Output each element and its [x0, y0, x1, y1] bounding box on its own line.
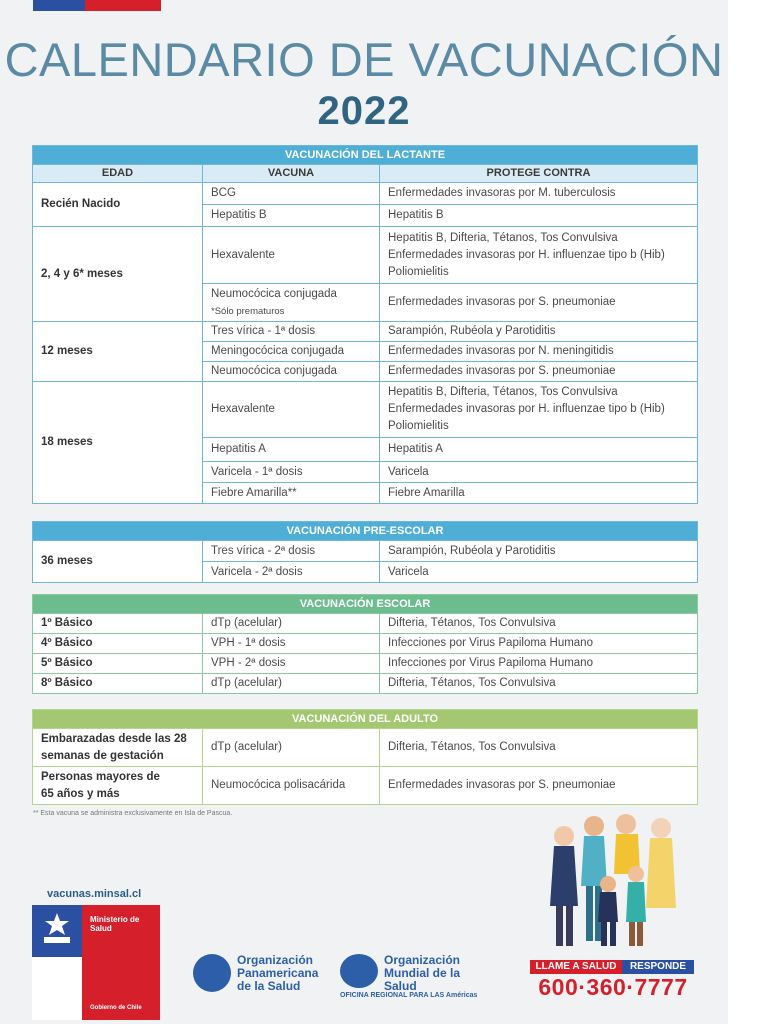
page-margin [728, 0, 768, 1024]
col-header-vacuna: VACUNA [203, 165, 380, 183]
age-cell: 5º Básico [33, 654, 203, 674]
family-illustration [536, 806, 686, 956]
website-link[interactable]: vacunas.minsal.cl [47, 888, 142, 900]
minsal-logo [32, 905, 160, 1020]
protects-line: Enfermedades invasoras por H. influenzae tipo b (Hib) [388, 403, 665, 415]
table-row [33, 614, 698, 634]
protects-cell: Varicela [380, 562, 698, 583]
oms-line: Organización [384, 953, 461, 967]
section-header-preescolar: VACUNACIÓN PRE-ESCOLAR [33, 522, 698, 541]
col-header-edad: EDAD [33, 165, 203, 183]
protects-cell: Hepatitis B [380, 205, 698, 227]
table-preescolar [32, 521, 698, 583]
ops-line: Panamericana [237, 966, 319, 980]
protects-cell: Infecciones por Virus Papiloma Humano [380, 654, 698, 674]
oms-logo [340, 952, 490, 1000]
protects-cell: Enfermedades invasoras por S. pneumoniae [380, 362, 698, 382]
protects-cell [380, 227, 698, 284]
protects-cell: Difteria, Tétanos, Tos Convulsiva [380, 729, 698, 767]
table-row [33, 227, 698, 284]
oms-subtitle: OFICINA REGIONAL PARA LAS Américas [340, 992, 478, 999]
protects-cell: Enfermedades invasoras por M. tuberculosis [380, 183, 698, 205]
vaccine-cell [203, 284, 380, 322]
age-cell: 36 meses [33, 541, 203, 583]
protects-line: Hepatitis B, Difteria, Tétanos, Tos Convulsiva [388, 231, 618, 244]
page-title: CALENDARIO DE VACUNACIÓN [4, 33, 724, 86]
who-emblem-icon [340, 954, 378, 988]
table-row [33, 183, 698, 205]
vaccine-cell: Tres vírica - 2ª dosis [203, 541, 380, 562]
page-year: 2022 [317, 89, 411, 133]
protects-cell: Enfermedades invasoras por N. meningitidis [380, 342, 698, 362]
table-adulto [32, 709, 698, 805]
vaccine-cell: Meningocócica conjugada [203, 342, 380, 362]
protects-cell: Fiebre Amarilla [380, 483, 698, 504]
protects-cell: Varicela [380, 462, 698, 483]
vaccine-cell: dTp (acelular) [203, 674, 380, 694]
table-row [33, 322, 698, 342]
vaccine-name: Neumocócica conjugada [211, 287, 337, 300]
age-line: 65 años y más [41, 787, 120, 800]
col-header-protege: PROTEGE CONTRA [380, 165, 698, 183]
age-cell: 2, 4 y 6* meses [33, 227, 203, 322]
vaccine-cell: VPH - 2ª dosis [203, 654, 380, 674]
table-row [33, 654, 698, 674]
protects-cell: Hepatitis A [380, 438, 698, 462]
vaccine-cell: Varicela - 1ª dosis [203, 462, 380, 483]
age-cell: 18 meses [33, 382, 203, 504]
vaccine-cell: Varicela - 2ª dosis [203, 562, 380, 583]
age-cell: 12 meses [33, 322, 203, 382]
vaccine-cell: dTp (acelular) [203, 614, 380, 634]
protects-cell: Enfermedades invasoras por S. pneumoniae [380, 767, 698, 805]
protects-cell: Sarampión, Rubéola y Parotiditis [380, 322, 698, 342]
section-header-lactante: VACUNACIÓN DEL LACTANTE [33, 146, 698, 165]
protects-cell [380, 382, 698, 438]
oms-line: Mundial de la Salud [384, 966, 461, 993]
protects-line: Enfermedades invasoras por H. influenzae tipo b (Hib) [388, 248, 665, 261]
protects-line: Hepatitis B, Difteria, Tétanos, Tos Convulsiva [388, 386, 618, 398]
table-row [33, 729, 698, 767]
protects-cell: Difteria, Tétanos, Tos Convulsiva [380, 674, 698, 694]
ops-line: de la Salud [237, 979, 301, 993]
vaccine-cell: Neumocócica conjugada [203, 362, 380, 382]
vaccine-cell: VPH - 1ª dosis [203, 634, 380, 654]
table-row [33, 382, 698, 438]
table-escolar [32, 594, 698, 694]
age-line: Personas mayores de [41, 770, 160, 783]
vaccine-note: *Sólo prematuros [211, 305, 285, 317]
table-row [33, 767, 698, 805]
table-row [33, 674, 698, 694]
phone-number[interactable]: 600·360·7777 [538, 974, 688, 1000]
protects-line: Poliomielitis [388, 265, 449, 278]
protects-cell: Difteria, Tétanos, Tos Convulsiva [380, 614, 698, 634]
protects-cell: Enfermedades invasoras por S. pneumoniae [380, 284, 698, 322]
vaccine-cell: Hexavalente [203, 227, 380, 284]
call-banner-left: LLAME A SALUD [530, 960, 622, 974]
table-row [33, 541, 698, 562]
age-cell [33, 729, 203, 767]
section-header-adulto: VACUNACIÓN DEL ADULTO [33, 710, 698, 729]
globe-icon [193, 954, 231, 992]
table-row [33, 634, 698, 654]
ops-logo [193, 952, 323, 996]
age-cell: Recién Nacido [33, 183, 203, 227]
vaccine-cell: Tres vírica - 1ª dosis [203, 322, 380, 342]
call-banner [530, 960, 694, 974]
ministerio-label: Ministerio de Salud [90, 915, 140, 933]
crest-icon [38, 911, 76, 947]
protects-line: Poliomielitis [388, 420, 449, 432]
age-cell [33, 767, 203, 805]
age-cell: 8º Básico [33, 674, 203, 694]
footnote: ** Esta vacuna se administra exclusivamente en Isla de Pascua. [33, 810, 233, 817]
vaccine-cell: Fiebre Amarilla** [203, 483, 380, 504]
vaccine-cell: dTp (acelular) [203, 729, 380, 767]
vaccine-cell: Hepatitis A [203, 438, 380, 462]
age-cell: 1º Básico [33, 614, 203, 634]
age-cell: 4º Básico [33, 634, 203, 654]
section-header-escolar: VACUNACIÓN ESCOLAR [33, 595, 698, 614]
call-banner-right: RESPONDE [622, 960, 694, 974]
ops-line: Organización [237, 953, 314, 967]
gobierno-label: Gobierno de Chile [90, 1005, 142, 1011]
age-line: Embarazadas desde las 28 [41, 732, 187, 745]
vaccine-cell: Hexavalente [203, 382, 380, 438]
protects-cell: Sarampión, Rubéola y Parotiditis [380, 541, 698, 562]
protects-cell: Infecciones por Virus Papiloma Humano [380, 634, 698, 654]
vaccine-cell: Neumocócica polisacárida [203, 767, 380, 805]
vaccine-cell: Hepatitis B [203, 205, 380, 227]
age-line: semanas de gestación [41, 749, 164, 762]
vaccine-cell: BCG [203, 183, 380, 205]
flag-stripe [33, 0, 161, 11]
table-lactante [32, 145, 698, 504]
